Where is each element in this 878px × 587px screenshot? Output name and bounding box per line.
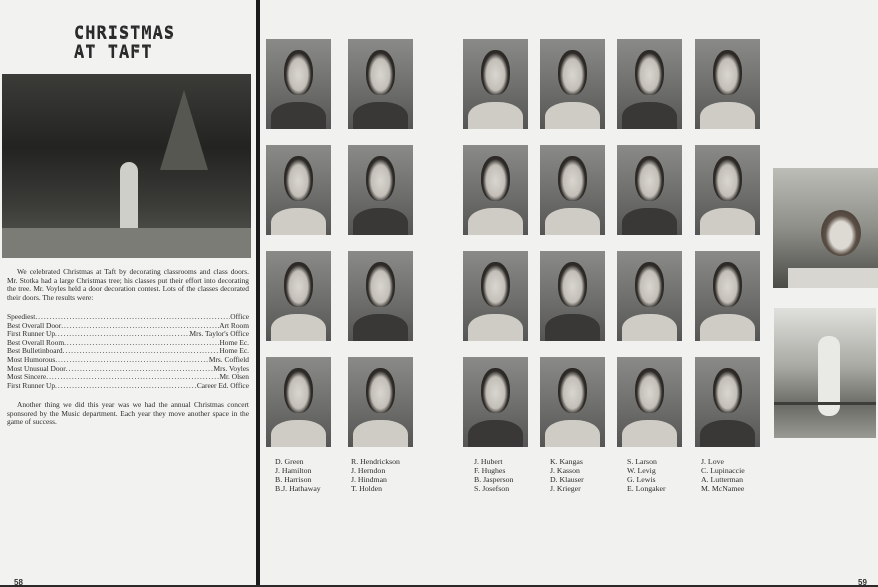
concert-paragraph: Another thing we did this year was we had the annual Christmas concert sponsored by the Music department. Each year they move another space in the game of success. <box>7 400 249 427</box>
award-label: Most Sincere <box>7 372 47 382</box>
awards-list <box>7 313 249 390</box>
award-winner: Mrs. Coffield <box>208 354 249 364</box>
student-portrait <box>463 145 528 235</box>
name-column <box>701 458 745 494</box>
name-column <box>474 458 513 494</box>
student-name: R. Hendrickson <box>351 457 400 466</box>
student-name: J. Hamilton <box>275 465 312 475</box>
student-name: S. Josefson <box>474 483 510 493</box>
student-portrait <box>348 39 413 129</box>
name-column <box>351 458 400 494</box>
student-portrait <box>266 251 331 341</box>
student-portrait <box>695 145 760 235</box>
intro-paragraph: We celebrated Christmas at Taft by decorating classrooms and class doors. Mr. Stotka had a large Christmas tree; his classes put their effort into decorating the tree. Mr. Voyles held a door decoration contest. Lots of the classes decorated their doors. The results were: <box>7 267 249 302</box>
page-number-right: 59 <box>858 578 867 587</box>
student-name: E. Longaker <box>627 483 666 493</box>
student-portrait <box>463 251 528 341</box>
student-portrait <box>617 39 682 129</box>
award-winner: Home Ec. <box>219 337 249 347</box>
student-portrait <box>540 145 605 235</box>
award-label: Best Overall Door <box>7 320 62 330</box>
award-label: Speediest <box>7 312 36 321</box>
title-line: CHRISTMAS <box>74 23 176 43</box>
award-label: Best Overall Room <box>7 337 65 347</box>
student-name: S. Larson <box>627 457 657 466</box>
student-portrait <box>695 357 760 447</box>
candid-photo-student <box>773 168 878 288</box>
name-column <box>627 458 666 494</box>
student-portrait <box>348 145 413 235</box>
student-portrait <box>266 39 331 129</box>
student-portrait <box>348 251 413 341</box>
name-column <box>275 458 321 494</box>
student-name: J. Herndon <box>351 465 386 475</box>
award-winner: Office <box>230 312 249 321</box>
page-number-left: 58 <box>14 578 23 587</box>
student-name: G. Lewis <box>627 474 656 484</box>
student-name: M. McNamee <box>701 483 745 493</box>
award-winner: Mrs. Voyles <box>213 363 249 373</box>
student-portrait <box>348 357 413 447</box>
concert-photo <box>2 74 251 258</box>
student-name: J. Hubert <box>474 457 503 466</box>
student-name: B. Harrison <box>275 474 312 484</box>
award-winner: Home Ec. <box>219 346 249 356</box>
student-name: C. Lupinaccie <box>701 465 745 475</box>
award-row <box>7 382 249 391</box>
award-winner: Art Room <box>219 320 249 330</box>
student-portrait <box>540 251 605 341</box>
student-portrait <box>540 39 605 129</box>
student-portrait <box>463 357 528 447</box>
award-label: Most Unusual Door <box>7 363 66 373</box>
student-name: T. Holden <box>351 483 383 493</box>
award-label: Best Bulletinboard <box>7 346 63 356</box>
student-name: D. Klauser <box>550 474 584 484</box>
student-portrait <box>266 357 331 447</box>
student-portrait <box>695 251 760 341</box>
award-winner: Mr. Olsen <box>219 372 249 382</box>
christmas-tree-shape <box>160 90 208 170</box>
award-label: First Runner Up <box>7 380 56 390</box>
student-name: D. Green <box>275 457 304 466</box>
award-label: Most Humorous <box>7 354 56 364</box>
student-portrait <box>617 145 682 235</box>
student-name: K. Kangas <box>550 457 583 466</box>
student-portrait <box>695 39 760 129</box>
stage-floor <box>2 228 251 258</box>
student-portrait <box>266 145 331 235</box>
student-name: F. Hughes <box>474 465 506 475</box>
candid-photo-basketball <box>774 308 876 438</box>
student-name: B. Jasperson <box>474 474 514 484</box>
award-winner: Mrs. Taylor's Office <box>189 329 249 339</box>
student-portrait <box>463 39 528 129</box>
student-portrait <box>617 251 682 341</box>
left-page <box>0 0 256 585</box>
student-name: W. Levig <box>627 465 656 475</box>
student-name: J. Krieger <box>550 483 581 493</box>
student-name: J. Kasson <box>550 465 580 475</box>
student-name: J. Love <box>701 457 724 466</box>
student-name: J. Hindman <box>351 474 387 484</box>
student-name: A. Lutterman <box>701 474 744 484</box>
student-name: B.J. Hathaway <box>275 483 321 493</box>
award-winner: Career Ed. Office <box>196 380 249 390</box>
name-column <box>550 458 584 494</box>
student-portrait <box>540 357 605 447</box>
student-portrait <box>617 357 682 447</box>
title-line: AT TAFT <box>74 42 153 62</box>
page-title <box>74 24 175 62</box>
award-label: First Runner Up <box>7 329 56 339</box>
